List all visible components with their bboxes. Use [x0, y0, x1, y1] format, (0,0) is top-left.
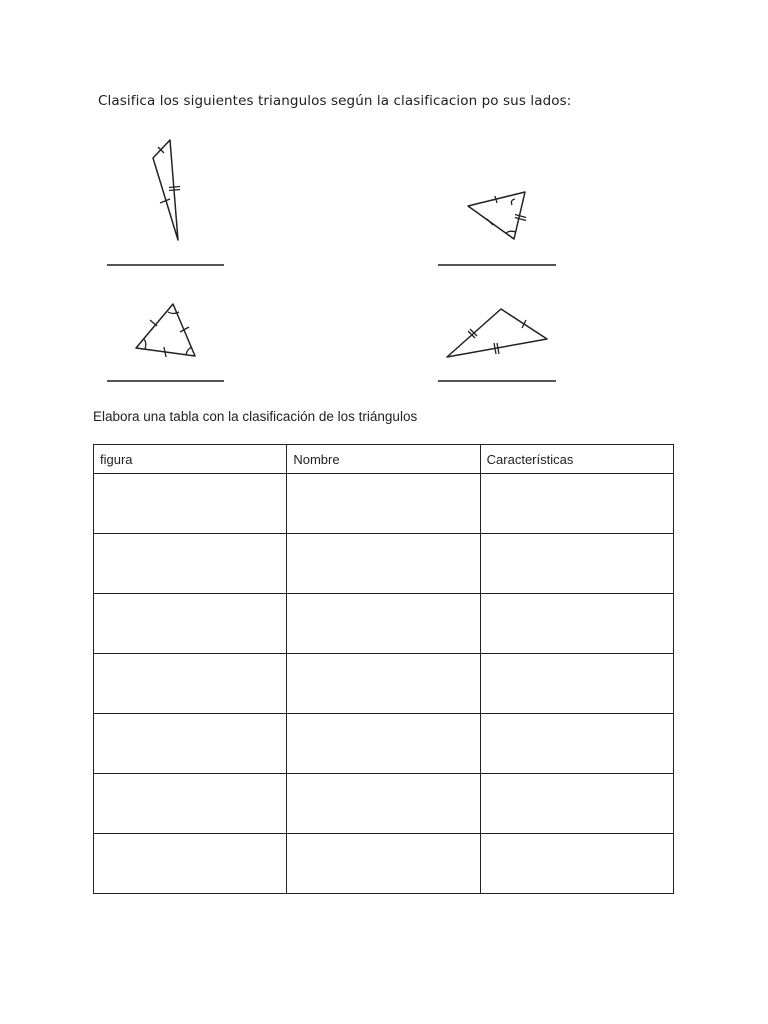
- cell-nombre[interactable]: [287, 834, 480, 894]
- table-header-row: [94, 445, 674, 474]
- cell-figura[interactable]: [94, 474, 287, 534]
- cell-figura[interactable]: [94, 714, 287, 774]
- cell-figura[interactable]: [94, 774, 287, 834]
- cell-caracteristicas[interactable]: [480, 594, 673, 654]
- table-row: [94, 714, 674, 774]
- answer-line-4[interactable]: [438, 380, 556, 382]
- table-row: [94, 474, 674, 534]
- triangle-figure-3: [128, 295, 203, 365]
- triangle-figure-2: [460, 185, 535, 245]
- instruction-text: Clasifica los siguientes triangulos según la clasificacion po sus lados:: [98, 93, 572, 109]
- table-title: Elabora una tabla con la clasificación de los triángulos: [93, 409, 418, 424]
- cell-nombre[interactable]: [287, 654, 480, 714]
- table-row: [94, 654, 674, 714]
- cell-figura[interactable]: [94, 654, 287, 714]
- header-nombre: Nombre: [287, 445, 480, 474]
- cell-caracteristicas[interactable]: [480, 714, 673, 774]
- cell-nombre[interactable]: [287, 774, 480, 834]
- cell-caracteristicas[interactable]: [480, 474, 673, 534]
- cell-caracteristicas[interactable]: [480, 654, 673, 714]
- header-caracteristicas: Características: [480, 445, 673, 474]
- table-row: [94, 534, 674, 594]
- classification-table: [93, 444, 674, 894]
- cell-nombre[interactable]: [287, 714, 480, 774]
- cell-figura[interactable]: [94, 834, 287, 894]
- answer-line-2[interactable]: [438, 264, 556, 266]
- table-row: [94, 774, 674, 834]
- cell-figura[interactable]: [94, 594, 287, 654]
- cell-nombre[interactable]: [287, 534, 480, 594]
- answer-line-3[interactable]: [107, 380, 224, 382]
- table-row: [94, 594, 674, 654]
- triangle-figure-1: [140, 130, 200, 250]
- cell-figura[interactable]: [94, 534, 287, 594]
- cell-nombre[interactable]: [287, 474, 480, 534]
- table-row: [94, 834, 674, 894]
- triangle-figure-4: [440, 300, 555, 365]
- cell-nombre[interactable]: [287, 594, 480, 654]
- cell-caracteristicas[interactable]: [480, 774, 673, 834]
- cell-caracteristicas[interactable]: [480, 834, 673, 894]
- cell-caracteristicas[interactable]: [480, 534, 673, 594]
- header-figura: figura: [94, 445, 287, 474]
- answer-line-1[interactable]: [107, 264, 224, 266]
